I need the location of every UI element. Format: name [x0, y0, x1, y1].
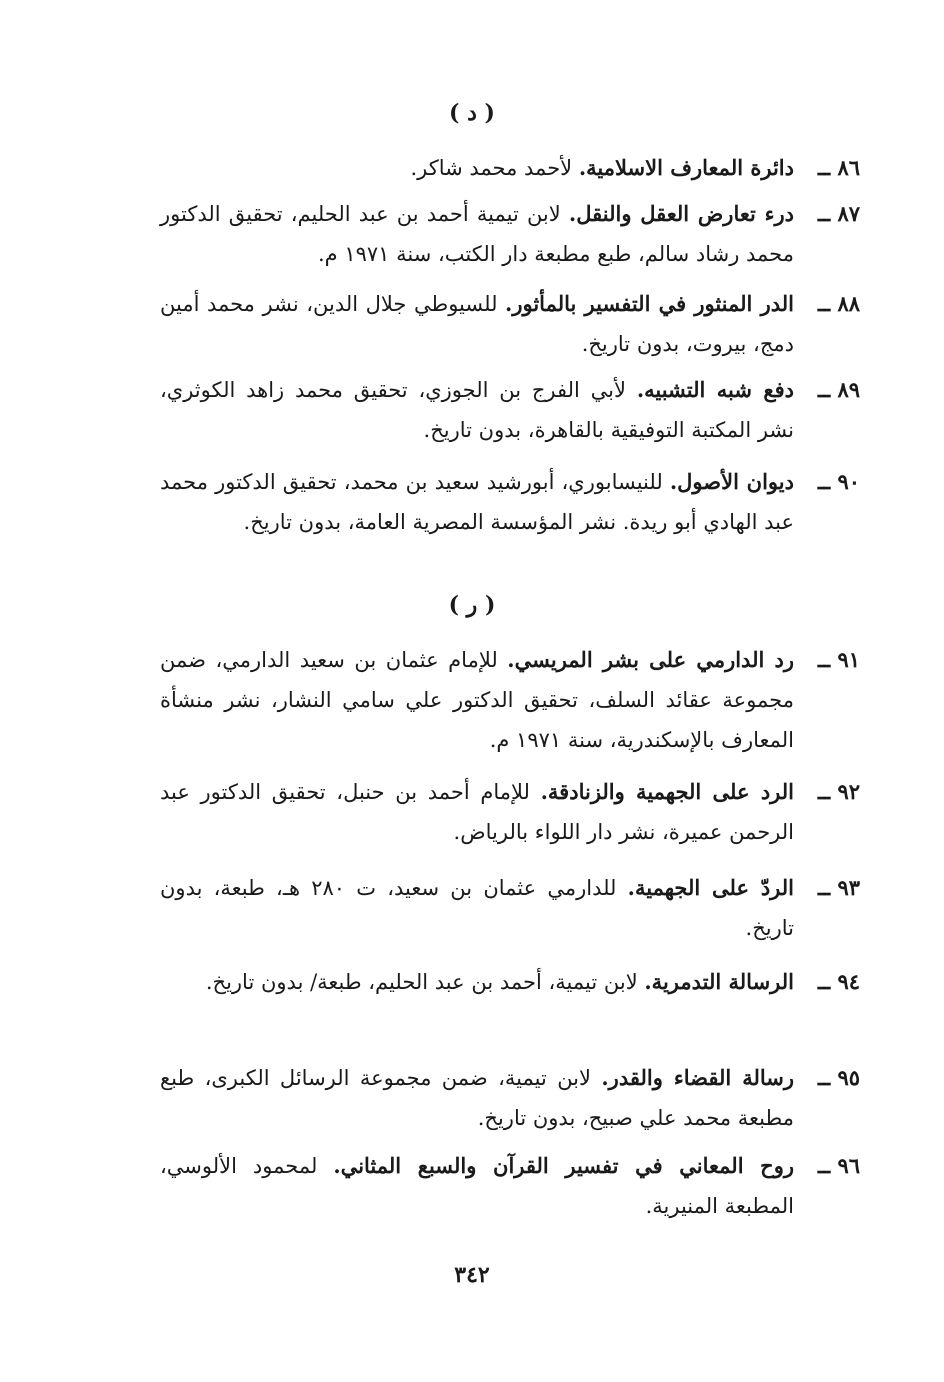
- entry-number: ٨٩ ــ: [817, 377, 860, 402]
- entry-number: ٨٦ ــ: [817, 155, 860, 180]
- bibliography-entry: [160, 462, 860, 542]
- entry-title: الردّ على الجهمية.: [627, 875, 795, 900]
- bibliography-entry: [160, 284, 860, 364]
- entry-text: لابن تيمية، أحمد بن عبد الحليم، طبعة/ بدون تاريخ.: [205, 970, 638, 994]
- entry-text: للإمام عثمان بن سعيد الدارمي، ضمن مجموعة عقائد السلف، تحقيق الدكتور علي سامي النشار، نشر منشأة المعارف بالإسكندرية، سنة ١٩٧١ م.: [160, 648, 794, 752]
- entry-text: لابن تيمية، ضمن مجموعة الرسائل الكبرى، طبع مطبعة محمد علي صبيح، بدون تاريخ.: [160, 1066, 794, 1130]
- entry-text: للنيسابوري، أبورشيد سعيد بن محمد، تحقيق الدكتور محمد عبد الهادي أبو ريدة. نشر المؤسسة المصرية العامة، بدون تاريخ.: [160, 470, 794, 534]
- entry-title: رسالة القضاء والقدر.: [601, 1065, 794, 1090]
- page-number: ٣٤٢: [454, 1262, 490, 1288]
- entry-title: دائرة المعارف الاسلامية.: [578, 155, 794, 180]
- bibliography-entry: [160, 1146, 860, 1226]
- entry-title: رد الدارمي على بشر المريسي.: [507, 647, 794, 672]
- bibliography-entry: [160, 194, 860, 274]
- bibliography-entry: [160, 370, 860, 450]
- section-heading-dal: ( د ): [449, 100, 495, 126]
- bibliography-entry: [160, 640, 860, 760]
- entry-number: ٨٧ ــ: [817, 201, 860, 226]
- bibliography-entry: [160, 868, 860, 948]
- bibliography-entry: [160, 772, 860, 852]
- bibliography-entry: [160, 148, 860, 188]
- entry-title: روح المعاني في تفسير القرآن والسبع المثاني.: [333, 1153, 794, 1178]
- entry-title: الرد على الجهمية والزنادقة.: [540, 779, 794, 804]
- entry-number: ٩٢ ــ: [817, 779, 860, 804]
- entry-number: ٩٠ ــ: [817, 469, 860, 494]
- entry-text: لابن تيمية أحمد بن عبد الحليم، تحقيق الدكتور محمد رشاد سالم، طبع مطبعة دار الكتب، سنة ١٩٧١ م.: [160, 202, 794, 266]
- section-heading-ra: ( ر ): [448, 592, 496, 618]
- bibliography-entry: [160, 962, 860, 1002]
- entry-text: لمحمود الألوسي، المطبعة المنيرية.: [160, 1154, 794, 1218]
- bibliography-entry: [160, 1058, 860, 1138]
- entry-text: للسيوطي جلال الدين، نشر محمد أمين دمج، بيروت، بدون تاريخ.: [160, 292, 794, 356]
- entry-title: الدر المنثور في التفسير بالمأثور.: [505, 291, 794, 316]
- entry-text: للدارمي عثمان بن سعيد، ت ٢٨٠ هـ، طبعة، بدون تاريخ.: [160, 876, 794, 940]
- entry-text: لأبي الفرج بن الجوزي، تحقيق محمد زاهد الكوثري، نشر المكتبة التوفيقية بالقاهرة، بدون تاريخ.: [160, 378, 794, 442]
- entry-title: درء تعارض العقل والنقل.: [568, 201, 794, 226]
- entry-text: لأحمد محمد شاكر.: [410, 156, 573, 180]
- entry-number: ٩١ ــ: [817, 647, 860, 672]
- entry-number: ٩٦ ــ: [817, 1153, 860, 1178]
- entry-number: ٩٥ ــ: [817, 1065, 860, 1090]
- entry-number: ٨٨ ــ: [817, 291, 860, 316]
- entry-text: للإمام أحمد بن حنبل، تحقيق الدكتور عبد الرحمن عميرة، نشر دار اللواء بالرياض.: [160, 780, 794, 844]
- entry-title: ديوان الأصول.: [669, 469, 794, 494]
- entry-number: ٩٤ ــ: [817, 969, 860, 994]
- entry-title: دفع شبه التشبيه.: [636, 377, 794, 402]
- entry-number: ٩٣ ــ: [817, 875, 860, 900]
- entry-title: الرسالة التدمرية.: [644, 969, 794, 994]
